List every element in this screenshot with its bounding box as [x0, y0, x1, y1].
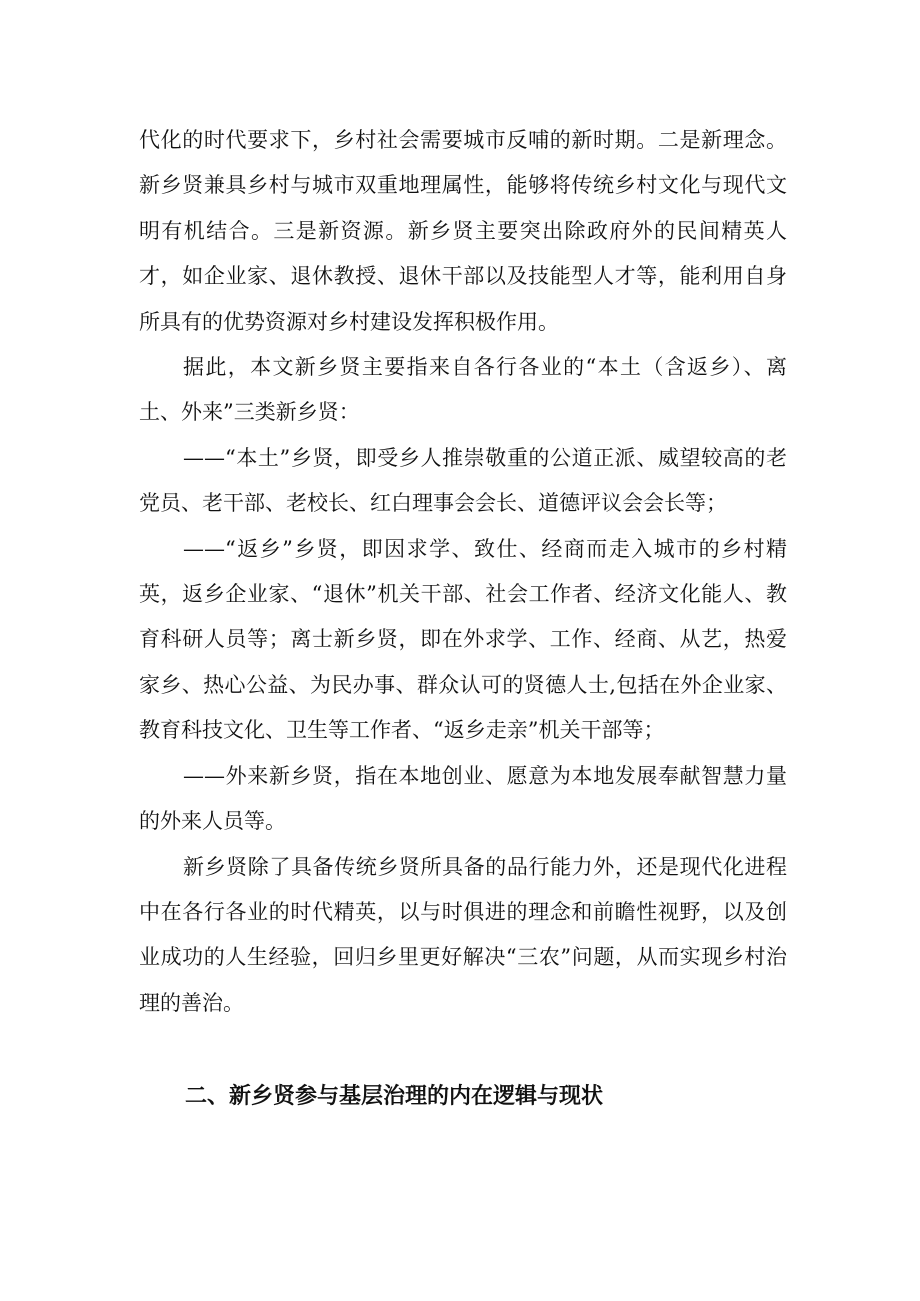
paragraph-local-sages: ——“本土”乡贤，即受乡人推崇敬重的公道正派、威望较高的老党员、老干部、老校长、红白理事会会长、道德评议会会长等；: [139, 445, 787, 516]
paragraph-continuation: 代化的时代要求下，乡村社会需要城市反哺的新时期。二是新理念。新乡贤兼具乡村与城市双重地理属性，能够将传统乡村文化与现代文明有机结合。三是新资源。新乡贤主要突出除政府外的民间精英人才，如企业家、退休教授、退休干部以及技能型人才等，能利用自身所具有的优势资源对乡村建设发挥积极作用。: [139, 128, 787, 334]
paragraph-summary: 新乡贤除了具备传统乡贤所具备的品行能力外，还是现代化进程中在各行各业的时代精英，以与时俱进的理念和前瞻性视野，以及创业成功的人生经验，回归乡里更好解决“三农”问题，从而实现乡村治理的善治。: [139, 854, 787, 1015]
paragraph-returning-sages: ——“返乡”乡贤，即因求学、致仕、经商而走入城市的乡村精英，返乡企业家、“退休”机关干部、社会工作者、经济文化能人、教育科研人员等；离士新乡贤，即在外求学、工作、经商、从艺，热爱家乡、热心公益、为民办事、群众认可的贤德人士,包括在外企业家、教育科技文化、卫生等工作者、“返乡走亲”机关干部等；: [139, 536, 787, 743]
section-heading: 二、新乡贤参与基层治理的内在逻辑与现状: [185, 1083, 604, 1109]
paragraph-basis: 据此，本文新乡贤主要指来自各行各业的“本土（含返乡）、离土、外来”三类新乡贤：: [139, 355, 787, 425]
paragraph-outside-sages: ——外来新乡贤，指在本地创业、愿意为本地发展奉献智慧力量的外来人员等。: [139, 763, 787, 834]
body-text: [139, 118, 787, 1026]
